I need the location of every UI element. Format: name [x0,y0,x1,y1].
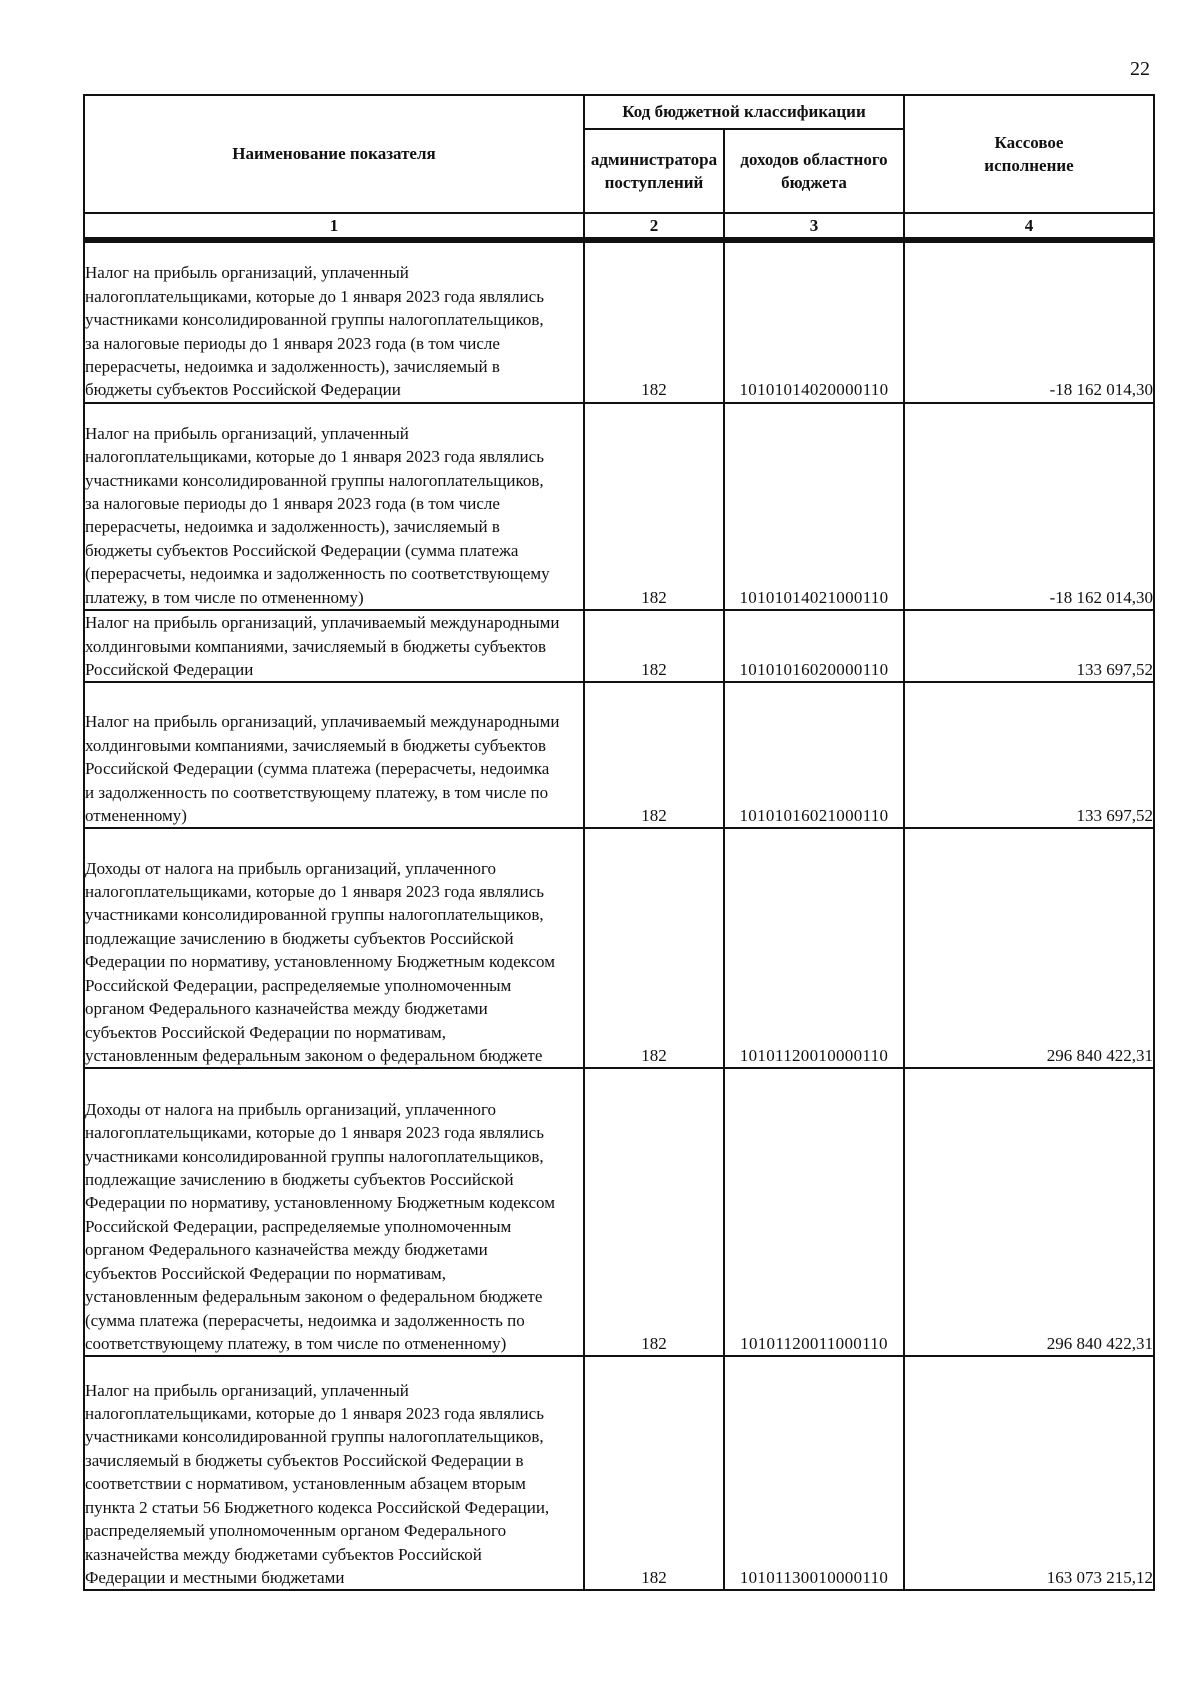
row-amount: 296 840 422,31 [904,1068,1154,1356]
table-row [84,240,1154,402]
col-number-4: 4 [904,213,1154,240]
col-number-3: 3 [724,213,904,240]
row-name: Доходы от налога на прибыль организаций, уплаченного налогоплательщиками, которые до 1 января 2023 года являлись участниками консолидированной группы налогоплательщиков, подлежащие зачислению в бюджеты субъектов Российской Федерации по нормативу, установленному Бюджетным кодексом Российской Федерации, распределяемые уполномоченным органом Федерального казначейства между бюджетами субъектов Российской Федерации по нормативам, установленным федеральным законом о федеральном бюджете (сумма платежа (перерасчеты, недоимка и задолженность по соответствующему платежу, в том числе по отмененному) [85,1099,555,1353]
row-income-code: 10101016020000110 [724,610,904,682]
table-row [84,682,1154,828]
row-income-code: 10101016021000110 [724,682,904,828]
row-income-code: 10101130010000110 [724,1356,904,1590]
page-number: 22 [1130,58,1150,80]
header-budget-code-group [584,95,904,129]
header-admin-label: администратора поступлений [590,149,718,192]
row-name: Доходы от налога на прибыль организаций, уплаченного налогоплательщиками, которые до 1 января 2023 года являлись участниками консолидированной группы налогоплательщиков, подлежащие зачислению в бюджеты субъектов Российской Федерации по нормативу, установленному Бюджетным кодексом Российской Федерации, распределяемые уполномоченным органом Федерального казначейства между бюджетами субъектов Российской Федерации по нормативам, установленным федеральным законом о федеральном бюджете [85,858,555,1065]
col-number-2: 2 [584,213,724,240]
header-name-col [84,95,584,213]
table-row [84,1356,1154,1590]
row-admin-code: 182 [584,403,724,610]
row-admin-code: 182 [584,1356,724,1590]
header-income-col [724,129,904,213]
row-amount: 133 697,52 [904,682,1154,828]
header-income-label: доходов областного бюджета [740,149,888,192]
header-exec-col [904,95,1154,213]
row-income-code: 10101120011000110 [724,1068,904,1356]
row-admin-code: 182 [584,828,724,1068]
row-amount: 163 073 215,12 [904,1356,1154,1590]
row-income-code: 10101014020000110 [724,240,904,402]
row-amount: -18 162 014,30 [904,403,1154,610]
row-name: Налог на прибыль организаций, уплачиваемый международными холдинговыми компаниями, зачисляемый в бюджеты субъектов Российской Федерации (сумма платежа (перерасчеты, недоимка и задолженность по соответствующему платежу, в том числе по отмененному) [85,712,560,825]
table-row [84,403,1154,610]
row-name: Налог на прибыль организаций, уплаченный налогоплательщиками, которые до 1 января 2023 года являлись участниками консолидированной группы налогоплательщиков, за налоговые периоды до 1 января 2023 года (в том числе перерасчеты, недоимка и задолженность), зачисляемый в бюджеты субъектов Российской Федерации [85,263,544,400]
row-amount: 296 840 422,31 [904,828,1154,1068]
table-row [84,828,1154,1068]
row-income-code: 10101014021000110 [724,403,904,610]
budget-execution-table [83,94,1155,1591]
header-name-label: Наименование показателя [232,144,436,164]
row-admin-code: 182 [584,682,724,828]
row-income-code: 10101120010000110 [724,828,904,1068]
row-name: Налог на прибыль организаций, уплаченный налогоплательщиками, которые до 1 января 2023 года являлись участниками консолидированной группы налогоплательщиков, зачисляемый в бюджеты субъектов Российской Федерации в соответствии с нормативом, установленным абзацем вторым пункта 2 статьи 56 Бюджетного кодекса Российской Федерации, распределяемый уполномоченным органом Федерального казначейства между бюджетами субъектов Российской Федерации и местными бюджетами [85,1380,550,1587]
table-row [84,1068,1154,1356]
row-amount: -18 162 014,30 [904,240,1154,402]
row-admin-code: 182 [584,1068,724,1356]
row-admin-code: 182 [584,610,724,682]
row-name: Налог на прибыль организаций, уплачиваемый международными холдинговыми компаниями, зачисляемый в бюджеты субъектов Российской Федерации [85,613,560,679]
col-number-1: 1 [84,213,584,240]
row-name: Налог на прибыль организаций, уплаченный налогоплательщиками, которые до 1 января 2023 года являлись участниками консолидированной группы налогоплательщиков, за налоговые периоды до 1 января 2023 года (в том числе перерасчеты, недоимка и задолженность), зачисляемый в бюджеты субъектов Российской Федерации (сумма платежа (перерасчеты, недоимка и задолженность по соответствующему платежу, в том числе по отмененному) [85,423,550,607]
table-row [84,610,1154,682]
header-budget-code-label: Код бюджетной классификации [622,102,866,122]
header-admin-col [584,129,724,213]
header-exec-label: Кассовое исполнение [984,132,1074,175]
row-admin-code: 182 [584,240,724,402]
row-amount: 133 697,52 [904,610,1154,682]
